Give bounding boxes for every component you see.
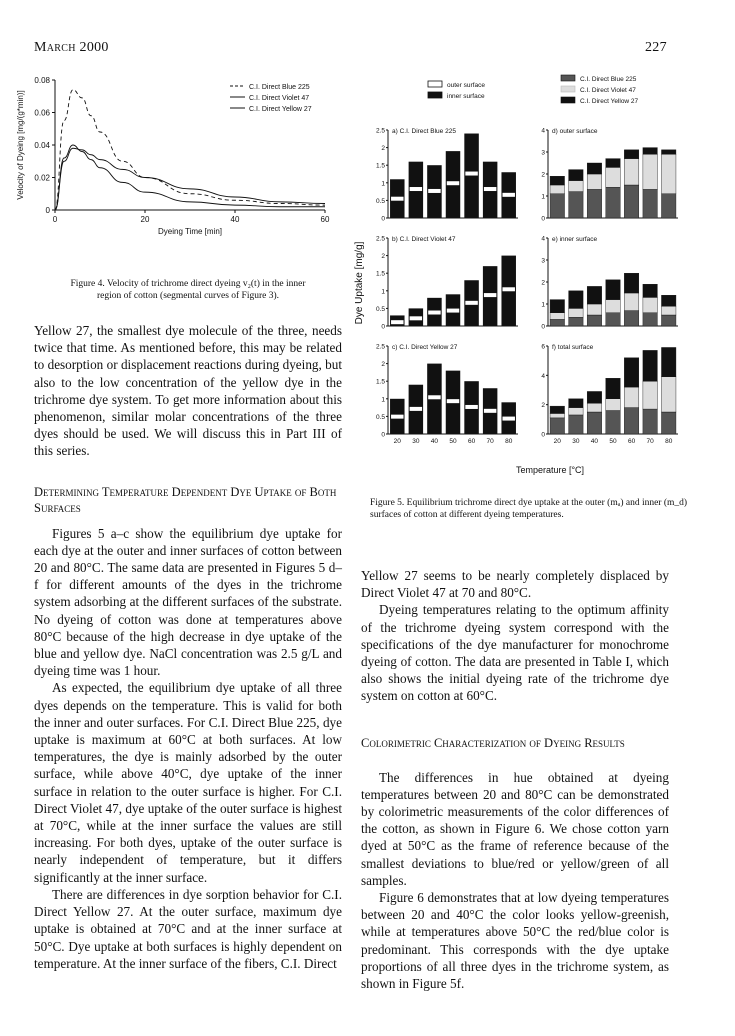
paragraph: Yellow 27 seems to be nearly completely displaced by Direct Violet 47 at 70 and 80°C. bbox=[361, 568, 669, 601]
y-tick-label: 1.5 bbox=[375, 162, 385, 170]
bar-segment bbox=[391, 197, 403, 201]
bar-segment bbox=[624, 185, 638, 218]
bar-segment bbox=[643, 154, 657, 189]
y-tick-label: 1 bbox=[381, 396, 385, 404]
bar-segment bbox=[643, 350, 657, 381]
bar-segment bbox=[643, 189, 657, 218]
legend-entry: outer surface bbox=[447, 82, 485, 89]
page-number: 227 bbox=[645, 40, 667, 55]
legend-entry: C.I. Direct Violet 47 bbox=[580, 87, 636, 94]
bar-segment bbox=[661, 295, 675, 306]
legend-entry: C.I. Direct Blue 225 bbox=[580, 76, 637, 83]
legend-entry: C.I. Direct Yellow 27 bbox=[580, 98, 639, 105]
bar-segment bbox=[643, 313, 657, 326]
bar-segment bbox=[587, 315, 601, 326]
bar-segment bbox=[661, 154, 675, 194]
left-column bbox=[34, 322, 342, 972]
y-tick-label: 3 bbox=[541, 257, 545, 265]
y-tick-label: 0 bbox=[381, 323, 385, 331]
bar-segment bbox=[624, 150, 638, 159]
bar-segment bbox=[606, 411, 620, 434]
bar-segment bbox=[606, 280, 620, 300]
bar-segment bbox=[606, 300, 620, 313]
running-header: March 2000 bbox=[34, 40, 109, 55]
paragraph: As expected, the equilibrium dye uptake of all three dyes depends on the temperature. This is valid for both the inner and outer surfaces. For C.I. Direct Blue 225, dye uptake is maximum at 60°C at both surfaces. At low temperatures, the dye is mainly adsorbed by the outer surface, while above 40°C, dye uptake of the inner surface in relation to the outer surface is higher. For C.I. Direct Violet 47, dye uptake of the outer surface is highest at 70°C, while at the inner surface the values are still increasing. For both dyes, uptake of the outer surface is nearly independent of temperature, but it differs significantly at the inner surface. bbox=[34, 680, 342, 885]
panel-title: d) outer surface bbox=[552, 128, 598, 135]
y-tick-label: 4 bbox=[541, 235, 545, 243]
paragraph: Figures 5 a–c show the equilibrium dye uptake for each dye at the outer and inner surfaces of cotton between 20 and 80°C. The same data are presented in Figures 5 d–f for different amounts of the dyes in the trichrome system adsorbing at the different surfaces of the substrate. No dyeing of cotton was done at temperatures above 80°C because of the high decrease in dye uptake of the blue and yellow dye. NaCl concentration was 2.5 g/L and dyeing time was 1 hour. bbox=[34, 525, 342, 679]
bar bbox=[464, 134, 478, 218]
x-tick-label: 0 bbox=[52, 215, 58, 224]
y-tick-label: 2 bbox=[381, 145, 385, 153]
y-tick-label: 1 bbox=[541, 193, 545, 201]
y-tick-label: 2 bbox=[541, 402, 545, 410]
bar-segment bbox=[550, 176, 564, 185]
bar-segment bbox=[587, 163, 601, 174]
bar-segment bbox=[606, 313, 620, 326]
y-tick-label: 0.04 bbox=[34, 141, 50, 150]
bar-segment bbox=[643, 284, 657, 297]
bar-segment bbox=[624, 159, 638, 185]
y-axis-label: Velocity of Dyeing [mg/(g*min)] bbox=[16, 90, 25, 200]
figure-5-bar-charts bbox=[350, 68, 700, 488]
x-tick-label: 50 bbox=[449, 438, 457, 445]
bar-segment bbox=[661, 377, 675, 412]
bar-segment bbox=[447, 399, 459, 403]
bar-segment bbox=[447, 181, 459, 185]
bar-segment bbox=[550, 194, 564, 218]
x-tick-label: 40 bbox=[230, 215, 240, 224]
x-axis-label: Temperature [°C] bbox=[515, 465, 585, 475]
paragraph: Yellow 27, the smallest dye molecule of the three, needs twice that time. As mentioned before, this may be related to desorption or displacement reactions during dyeing, but also to the low concentration of the yellow dye in the trichrome dye system. To get more information about this phenomenon, similar molar concentrations of the three dyes should be used. We will discuss this in Part III of this series. bbox=[34, 323, 342, 459]
bar-segment bbox=[606, 378, 620, 399]
x-tick-label: 20 bbox=[393, 438, 401, 445]
bar-segment bbox=[569, 308, 583, 317]
legend-entry: C.I. Direct Yellow 27 bbox=[249, 106, 312, 113]
bar-segment bbox=[624, 358, 638, 387]
legend-swatch bbox=[561, 75, 575, 81]
y-tick-label: 0 bbox=[381, 215, 385, 223]
x-tick-label: 20 bbox=[140, 215, 150, 224]
bar-segment bbox=[661, 315, 675, 326]
y-tick-label: 1 bbox=[541, 301, 545, 309]
panel-title: f) total surface bbox=[552, 344, 594, 351]
bar-segment bbox=[661, 347, 675, 376]
bar-segment bbox=[606, 167, 620, 187]
bar-segment bbox=[606, 187, 620, 218]
bar-segment bbox=[587, 412, 601, 434]
y-tick-label: 2 bbox=[541, 279, 545, 287]
bar-segment bbox=[587, 286, 601, 304]
y-tick-label: 0 bbox=[541, 431, 545, 439]
paragraph: Dyeing temperatures relating to the optimum affinity of the trichrome dyeing system correspond with the specifications of the dye manufacturer for monochrome dyeing of cotton. The data are presented in Table I, which also shows the initial dyeing rate of the trichrome dye system on cotton at 60°C. bbox=[361, 602, 669, 704]
bar-segment bbox=[484, 409, 496, 413]
paragraph: Figure 6 demonstrates that at low dyeing temperatures between 20 and 40°C the color looks yellow-greenish, while at temperatures above 50°C the red/blue color is predominant. This corresponds with the dye uptake proportions of all three dyes in the trichrome system, as shown in Figure 5f. bbox=[361, 890, 669, 992]
x-tick-label: 40 bbox=[590, 438, 599, 445]
bar-segment bbox=[643, 297, 657, 312]
y-tick-label: 2 bbox=[541, 171, 545, 179]
bar-segment bbox=[643, 381, 657, 409]
bar-segment bbox=[624, 273, 638, 293]
x-tick-label: 60 bbox=[467, 438, 476, 445]
y-tick-label: 3 bbox=[541, 149, 545, 157]
bar-segment bbox=[465, 405, 477, 409]
y-tick-label: 4 bbox=[541, 372, 545, 380]
bar-segment bbox=[502, 417, 514, 421]
panel-title: a) C.I. Direct Blue 225 bbox=[392, 128, 456, 135]
x-tick-label: 40 bbox=[430, 438, 439, 445]
y-tick-label: 6 bbox=[541, 343, 545, 351]
bar-segment bbox=[550, 406, 564, 413]
y-tick-label: 2.5 bbox=[375, 235, 385, 243]
series-line bbox=[55, 148, 325, 210]
bar-segment bbox=[643, 148, 657, 155]
bar-segment bbox=[550, 319, 564, 326]
bar-segment bbox=[569, 192, 583, 218]
panel-title: e) inner surface bbox=[552, 236, 598, 243]
legend-swatch bbox=[561, 86, 575, 92]
x-tick-label: 60 bbox=[320, 215, 330, 224]
x-tick-label: 60 bbox=[627, 438, 636, 445]
legend-swatch bbox=[428, 92, 442, 98]
bar-segment bbox=[502, 193, 514, 197]
legend-entry: inner surface bbox=[447, 93, 485, 100]
paragraph: There are differences in dye sorption behavior for C.I. Direct Yellow 27. At the outer surface, maximum dye uptake is obtained at 70°C and at the inner surface at 50°C. Dye uptake at both surfaces is highly dependent on temperature. At the inner surface of the fibers, C.I. Direct bbox=[34, 886, 342, 971]
y-tick-label: 0 bbox=[45, 206, 50, 215]
bar-segment bbox=[624, 311, 638, 326]
y-tick-label: 2.5 bbox=[375, 127, 385, 135]
y-tick-label: 4 bbox=[541, 127, 545, 135]
y-tick-label: 2 bbox=[381, 361, 385, 369]
bar-segment bbox=[410, 407, 422, 411]
bar-segment bbox=[606, 159, 620, 168]
bar-segment bbox=[606, 399, 620, 411]
bar-segment bbox=[550, 185, 564, 194]
y-tick-label: 0 bbox=[541, 215, 545, 223]
figure-4-line-chart bbox=[10, 68, 340, 238]
x-tick-label: 80 bbox=[505, 438, 513, 445]
paragraph: The differences in hue obtained at dyeing temperatures between 20 and 80°C can be demonstrated by colorimetric measurements of the color differences of the cotton, as shown in Figure 6. We chose cotton yarn dyed at 50°C as the frame of reference because of the smallest deviations to blue/red or yellow/green of all samples. bbox=[361, 769, 669, 888]
y-tick-label: 0 bbox=[541, 323, 545, 331]
legend-swatch bbox=[428, 81, 442, 87]
y-tick-label: 0 bbox=[381, 431, 385, 439]
bar-segment bbox=[550, 313, 564, 320]
y-tick-label: 0.08 bbox=[34, 76, 50, 85]
y-tick-label: 2 bbox=[381, 253, 385, 261]
y-tick-label: 1.5 bbox=[375, 270, 385, 278]
bar-segment bbox=[550, 418, 564, 434]
bar-segment bbox=[569, 408, 583, 415]
series-line bbox=[55, 145, 325, 210]
bar-segment bbox=[550, 413, 564, 417]
x-tick-label: 70 bbox=[486, 438, 494, 445]
section-heading: Determining Temperature Dependent Dye Uptake of Both Surfaces bbox=[34, 484, 337, 515]
x-tick-label: 50 bbox=[609, 438, 617, 445]
bar-segment bbox=[661, 306, 675, 315]
x-tick-label: 80 bbox=[665, 438, 673, 445]
y-tick-label: 1.5 bbox=[375, 378, 385, 386]
bar-segment bbox=[447, 309, 459, 313]
bar-segment bbox=[569, 170, 583, 181]
bar-segment bbox=[624, 387, 638, 408]
bar-segment bbox=[587, 403, 601, 412]
bar-segment bbox=[587, 189, 601, 218]
x-tick-label: 20 bbox=[553, 438, 561, 445]
bar-segment bbox=[569, 399, 583, 408]
bar-segment bbox=[643, 409, 657, 434]
bar-segment bbox=[428, 395, 440, 399]
right-column bbox=[361, 567, 669, 992]
y-tick-label: 2.5 bbox=[375, 343, 385, 351]
y-tick-label: 0.5 bbox=[375, 413, 385, 421]
bar-segment bbox=[569, 181, 583, 192]
bar-segment bbox=[587, 174, 601, 189]
y-axis-label: Dye Uptake [mg/g] bbox=[354, 241, 365, 325]
bar-segment bbox=[391, 415, 403, 419]
bar-segment bbox=[569, 291, 583, 309]
legend-entry: C.I. Direct Blue 225 bbox=[249, 84, 310, 91]
y-tick-label: 0.06 bbox=[34, 108, 50, 118]
x-tick-label: 30 bbox=[412, 438, 420, 445]
legend-entry: C.I. Direct Violet 47 bbox=[249, 95, 310, 102]
bar-segment bbox=[550, 300, 564, 313]
legend-swatch bbox=[561, 97, 575, 103]
bar-segment bbox=[661, 150, 675, 154]
bar-segment bbox=[428, 311, 440, 315]
bar-segment bbox=[410, 316, 422, 320]
section-heading: Colorimetric Characterization of Dyeing Results bbox=[361, 735, 625, 750]
figure-5-caption: Figure 5. Equilibrium trichrome direct dye uptake at the outer (mₐ) and inner (m_d) surfaces of cotton at different dyeing temperatures. bbox=[370, 498, 688, 520]
y-tick-label: 0.5 bbox=[375, 197, 385, 205]
bar-segment bbox=[502, 287, 514, 291]
x-tick-label: 30 bbox=[572, 438, 580, 445]
y-tick-label: 1 bbox=[381, 180, 385, 188]
bar-segment bbox=[465, 172, 477, 176]
figure-4-caption: Figure 4. Velocity of trichrome direct dyeing v₂(t) in the inner region of cotton (segmental curves of Figure 3). bbox=[70, 279, 306, 301]
bar-segment bbox=[661, 194, 675, 218]
y-tick-label: 1 bbox=[381, 288, 385, 296]
y-tick-label: 0.02 bbox=[34, 173, 50, 183]
y-tick-label: 0.5 bbox=[375, 305, 385, 313]
bar-segment bbox=[661, 412, 675, 434]
bar-segment bbox=[624, 293, 638, 311]
panel-title: b) C.I. Direct Violet 47 bbox=[392, 236, 456, 243]
bar-segment bbox=[484, 293, 496, 297]
bar-segment bbox=[465, 301, 477, 305]
bar-segment bbox=[587, 391, 601, 403]
bar-segment bbox=[484, 187, 496, 191]
bar-segment bbox=[410, 187, 422, 191]
panel-title: c) C.I. Direct Yellow 27 bbox=[392, 344, 458, 351]
bar-segment bbox=[569, 415, 583, 434]
bar-segment bbox=[428, 189, 440, 193]
x-tick-label: 70 bbox=[646, 438, 654, 445]
x-axis-label: Dyeing Time [min] bbox=[157, 227, 223, 236]
bar-segment bbox=[391, 320, 403, 324]
bar-segment bbox=[624, 408, 638, 434]
bar-segment bbox=[587, 304, 601, 315]
bar-segment bbox=[569, 317, 583, 326]
